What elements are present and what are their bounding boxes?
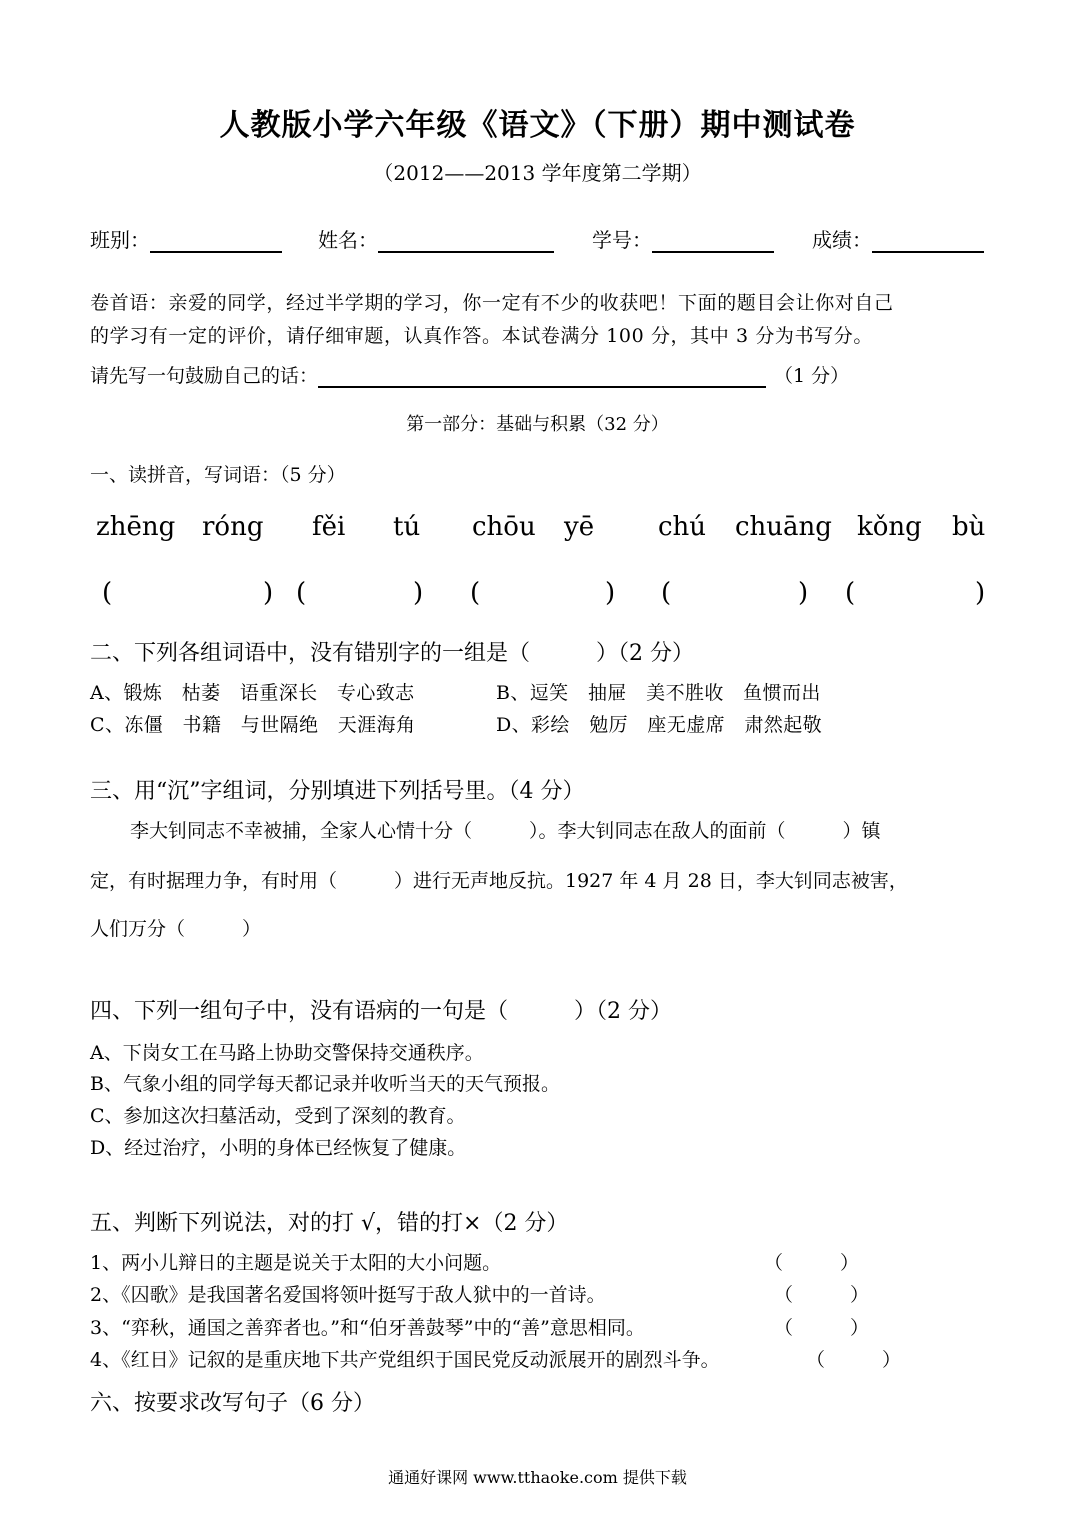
answer-close-2: ) [413,578,424,608]
q6-heading: 六、按要求改写句子（6 分） [90,1391,375,1416]
q4-option-b: B、气象小组的同学每天都记录并收听当天的天气预报。 [90,1073,560,1095]
answer-close-4: ) [798,578,809,608]
answer-open-5: ( [845,578,856,608]
q2-option-b: B、逗笑 抽屉 美不胜收 鱼惯而出 [496,682,821,704]
q4-option-d: D、经过治疗，小明的身体已经恢复了健康。 [90,1137,467,1159]
q3-paragraph-line-1: 李大钊同志不幸被捕，全家人心情十分（ ）。李大钊同志在敌人的面前（ ）镇 [130,820,881,842]
answer-open-2: ( [296,578,307,608]
q2-heading: 二、下列各组词语中，没有错别字的一组是（ ）（2 分） [90,641,694,666]
encourage-input-line[interactable] [318,364,766,388]
q5-answer-box-3[interactable]: （ ） [774,1317,870,1339]
name-field [318,224,554,253]
q5-answer-box-1[interactable]: （ ） [764,1252,860,1274]
pinyin-6: yē [564,512,595,542]
q5-item-1: 1、两小儿辩日的主题是说关于太阳的大小问题。 [90,1252,502,1274]
pinyin-4: tú [393,512,421,542]
encourage-score: （1 分） [774,365,850,387]
q3-heading: 三、用“沉”字组词，分别填进下列括号里。（4 分） [90,779,585,804]
answer-open-3: ( [470,578,481,608]
q5-item-3: 3、“弈秋，通国之善弈者也。”和“伯牙善鼓琴”中的“善”意思相同。 [90,1317,645,1339]
q2-option-d: D、彩绘 勉厉 座无虚席 肃然起敬 [496,714,823,736]
q2-option-a: A、锻炼 枯萎 语重深长 专心致志 [90,682,415,704]
pinyin-9: kǒng [857,512,922,542]
intro-line-1: 卷首语：亲爱的同学，经过半学期的学习，你一定有不少的收获吧！下面的题目会让你对自己 [90,292,894,314]
pinyin-10: bù [952,512,986,542]
answer-close-5: ) [975,578,986,608]
score-field [812,224,984,253]
score-input-line[interactable] [872,229,984,253]
class-field [90,224,282,253]
number-field [592,224,774,253]
page-footer: 通通好课网 www.tthaoke.com 提供下载 [388,1468,687,1487]
pinyin-3: fěi [312,512,346,542]
q5-item-4: 4、《红日》记叙的是重庆地下共产党组织于国民党反动派展开的剧烈斗争。 [90,1349,720,1371]
page-title: 人教版小学六年级《语文》（下册）期中测试卷 [219,108,856,143]
number-label: 学号： [592,228,652,252]
part1-heading: 第一部分：基础与积累（32 分） [406,414,669,435]
name-label: 姓名： [318,228,378,252]
answer-close-1: ) [263,578,274,608]
q5-heading: 五、判断下列说法，对的打 √，错的打×（2 分） [90,1211,569,1236]
q3-paragraph-line-3: 人们万分（ ） [90,918,262,940]
class-input-line[interactable] [150,229,282,253]
q4-option-c: C、参加这次扫墓活动，受到了深刻的教育。 [90,1105,466,1127]
pinyin-7: chú [658,512,707,542]
pinyin-8: chuāng [735,512,832,542]
answer-open-4: ( [661,578,672,608]
pinyin-2: róng [202,512,264,542]
pinyin-1: zhēng [96,512,176,542]
class-label: 班别： [90,228,150,252]
q5-item-2: 2、《囚歌》是我国著名爱国将领叶挺写于敌人狱中的一首诗。 [90,1284,606,1306]
encourage-row [90,361,849,388]
score-label: 成绩： [812,228,872,252]
number-input-line[interactable] [652,229,774,253]
q5-answer-box-2[interactable]: （ ） [774,1284,870,1306]
encourage-label: 请先写一句鼓励自己的话： [90,365,319,387]
answer-close-3: ) [605,578,616,608]
q2-option-c: C、冻僵 书籍 与世隔绝 天涯海角 [90,714,416,736]
q3-paragraph-line-2: 定，有时据理力争，有时用（ ）进行无声地反抗。1927 年 4 月 28 日，李大钊同志被害， [90,870,908,892]
name-input-line[interactable] [378,229,554,253]
intro-line-2: 的学习有一定的评价，请仔细审题，认真作答。本试卷满分 100 分，其中 3 分为书写分。 [90,325,873,347]
pinyin-5: chōu [472,512,536,542]
q4-heading: 四、下列一组句子中，没有语病的一句是（ ）（2 分） [90,999,672,1024]
q5-answer-box-4[interactable]: （ ） [806,1349,902,1371]
page-subtitle: （2012——2013 学年度第二学期） [373,161,702,185]
answer-open-1: ( [102,578,113,608]
q1-heading: 一、读拼音，写词语：（5 分） [90,464,346,486]
q4-option-a: A、下岗女工在马路上协助交警保持交通秩序。 [90,1042,484,1064]
